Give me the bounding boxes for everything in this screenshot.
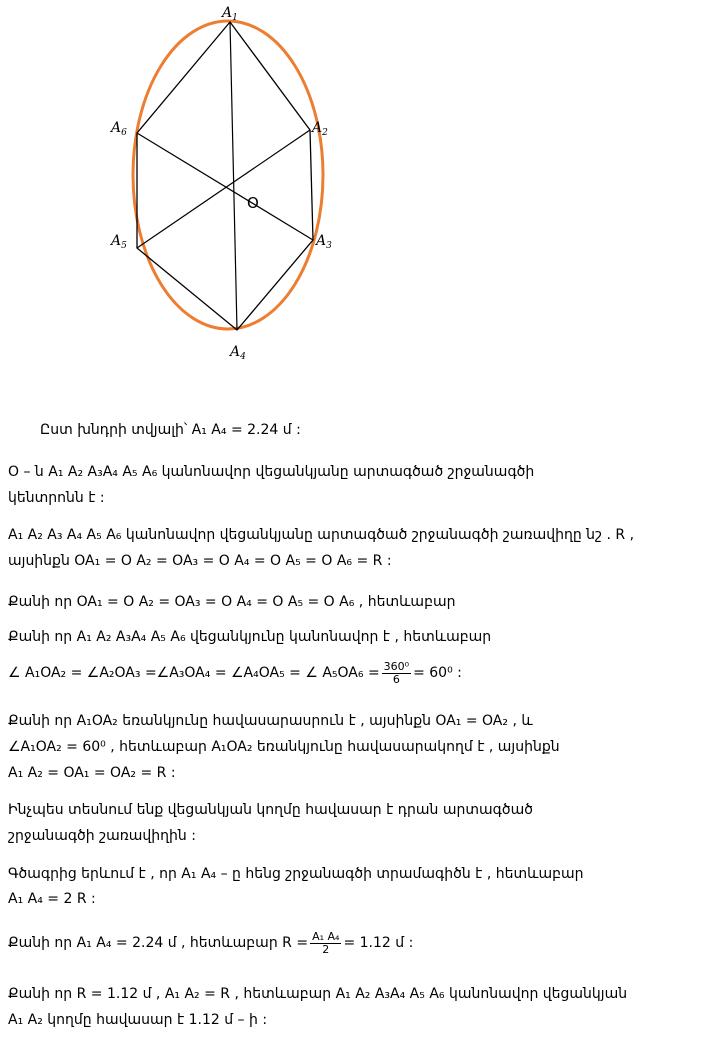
fraction-a1a4-over-2 <box>310 931 341 956</box>
text-line-12: Ինչպես տեսնում ենք վեցանկյան կողմը հավասար է դրան արտագծած <box>8 802 533 818</box>
label-a5: $A_5$ <box>111 233 127 251</box>
hexagon-figure <box>0 0 717 370</box>
label-a2: $A_2$ <box>312 120 328 138</box>
text-line-2: O – ն A₁ A₂ A₃A₄ A₅ A₆ կանոնավոր վեցանկյանը արտագծած շրջանագծի <box>8 464 535 480</box>
fraction-denominator: 6 <box>392 672 400 686</box>
text-line-16 <box>8 925 708 961</box>
label-a4: $A_4$ <box>230 344 246 362</box>
text-line-18: A₁ A₂ կողմը հավասար է 1.12 մ – ի : <box>8 1012 268 1028</box>
hexagon <box>137 22 313 330</box>
radius-equation: Քանի որ A₁ A₄ = 2.24 մ , հետևաբար R = <box>8 935 309 951</box>
text-line-6: Քանի որ OA₁ = O A₂ = OA₃ = O A₄ = O A₅ = O A₆ , հետևաբար <box>8 594 456 610</box>
text-line-7: Քանի որ A₁ A₂ A₃A₄ A₅ A₆ վեցանկյունը կանոնավոր է , հետևաբար <box>8 629 492 645</box>
label-a1: $A_1$ <box>222 5 238 23</box>
text-line-13: շրջանագծի շառավիղին : <box>8 828 196 844</box>
diagonal-a1-a4 <box>230 22 237 330</box>
radius-result: = 1.12 մ : <box>343 935 414 951</box>
angle-result: = 60⁰ : <box>413 665 462 681</box>
fraction-denominator: 2 <box>322 942 330 956</box>
label-a6: $A_6$ <box>111 120 127 138</box>
text-line-14: Գծագրից երևում է , որ A₁ A₄ – ը հենց շրջանագծի տրամագիծն է , հետևաբար <box>8 866 584 882</box>
fraction-360-over-6 <box>382 661 411 686</box>
text-line-5: այսինքն OA₁ = O A₂ = OA₃ = O A₄ = O A₅ = O A₆ = R : <box>8 553 392 569</box>
text-line-15: A₁ A₄ = 2 R : <box>8 891 96 907</box>
angle-equation: ∠ A₁OA₂ = ∠A₂OA₃ =∠A₃OA₄ = ∠A₄OA₅ = ∠ A₅OA₆ = <box>8 665 380 681</box>
text-line-11: A₁ A₂ = OA₁ = OA₂ = R : <box>8 765 176 781</box>
fraction-numerator: 360⁰ <box>383 659 410 673</box>
diagonal-a2-a5 <box>137 130 310 248</box>
label-center-o: O <box>247 194 259 212</box>
label-a3: $A_3$ <box>316 233 332 251</box>
text-line-1: Ըստ խնդրի տվյալի՝ A₁ A₄ = 2.24 մ : <box>40 422 301 438</box>
diagonal-a6-a3 <box>137 133 313 240</box>
text-line-17: Քանի որ R = 1.12 մ , A₁ A₂ = R , հետևաբար A₁ A₂ A₃A₄ A₅ A₆ կանոնավոր վեցանկյան <box>8 986 628 1002</box>
circumscribed-circle <box>133 21 323 329</box>
text-line-10: ∠A₁OA₂ = 60⁰ , հետևաբար A₁OA₂ եռանկյունը հավասարակողմ է , այսինքն <box>8 739 560 755</box>
text-line-4: A₁ A₂ A₃ A₄ A₅ A₆ կանոնավոր վեցանկյանը արտագծած շրջանագծի շառավիղը նշ . R , <box>8 527 635 543</box>
text-line-8 <box>8 655 708 691</box>
text-line-3: կենտրոնն է : <box>8 490 105 506</box>
text-line-9: Քանի որ A₁OA₂ եռանկյունը հավասարասրուն է , այսինքն OA₁ = OA₂ , և <box>8 713 533 729</box>
fraction-numerator: A₁ A₄ <box>312 929 340 943</box>
